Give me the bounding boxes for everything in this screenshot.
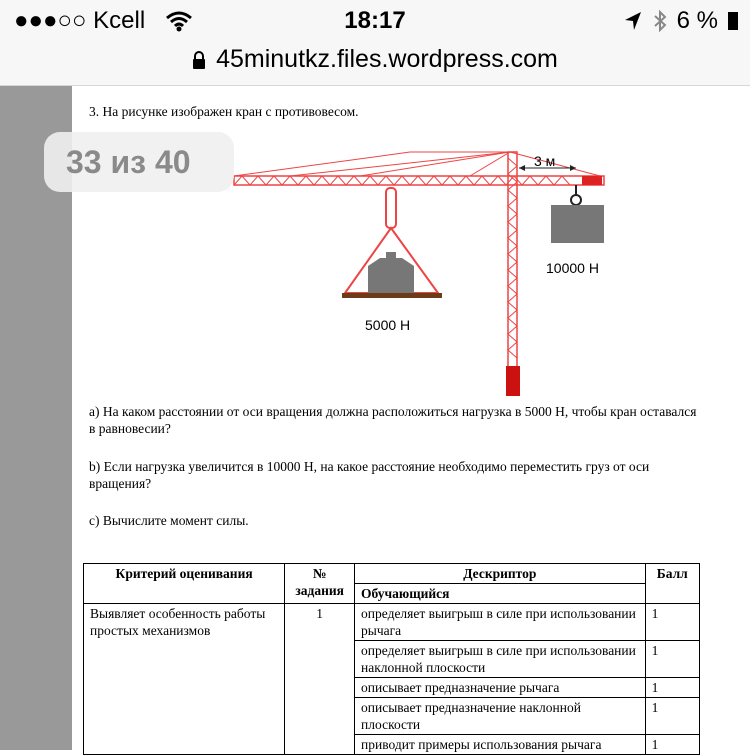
distance-label: 3 м: [534, 153, 556, 169]
header-score: Балл: [645, 564, 699, 604]
url-text[interactable]: 45minutkz.files.wordpress.com: [216, 45, 558, 73]
descriptor-cell: описывает предназначение наклонной плоскости: [355, 698, 646, 735]
lock-icon: [192, 51, 206, 69]
weight-right-label: 10000 Н: [546, 260, 599, 276]
status-bar: [0, 0, 750, 42]
sub-header: Обучающийся: [355, 584, 646, 604]
battery-percent: 6 %: [676, 7, 718, 34]
status-right: [623, 7, 738, 35]
bluetooth-icon: [653, 9, 667, 33]
header-criterion: Критерий оценивания: [84, 564, 285, 604]
score-cell: 1: [645, 641, 699, 678]
task-number-cell: 1: [285, 604, 355, 755]
header-task: № задания: [285, 564, 355, 604]
page-counter-overlay: [44, 132, 234, 192]
question-a: a) На каком расстоянии от оси вращения должна расположиться нагрузка в 5000 Н, чтобы кран оставался в равновесии?: [89, 404, 697, 436]
question-c: c) Вычислите момент силы.: [89, 513, 249, 528]
location-arrow-icon: [623, 10, 643, 32]
descriptor-cell: определяет выигрыш в силе при использовании наклонной плоскости: [355, 641, 646, 678]
score-cell: 1: [645, 698, 699, 735]
score-cell: 1: [645, 678, 699, 698]
descriptor-cell: описывает предназначение рычага: [355, 678, 646, 698]
clock: 18:17: [344, 7, 406, 34]
score-cell: 1: [645, 735, 699, 755]
question-b: b) Если нагрузка увеличится в 10000 Н, на какое расстояние необходимо переместить груз от оси вращения?: [89, 459, 650, 491]
descriptor-cell: определяет выигрыш в силе при использовании рычага: [355, 604, 646, 641]
question-title: 3. На рисунке изображен кран с противовесом.: [89, 104, 359, 119]
descriptor-cell: приводит примеры использования рычага: [355, 735, 646, 755]
address-bar[interactable]: [0, 42, 750, 86]
carrier-label: ●●●○○ Kcell: [14, 7, 146, 34]
table-row: [84, 604, 700, 641]
battery-icon: [728, 10, 738, 32]
score-cell: 1: [645, 604, 699, 641]
weight-left-label: 5000 Н: [365, 317, 411, 333]
criterion-cell: Выявляет особенность работы простых механизмов: [84, 604, 285, 755]
criteria-table: [83, 563, 700, 755]
page-counter: 33 из 40: [66, 144, 191, 180]
header-descriptor: Дескриптор: [355, 564, 646, 584]
